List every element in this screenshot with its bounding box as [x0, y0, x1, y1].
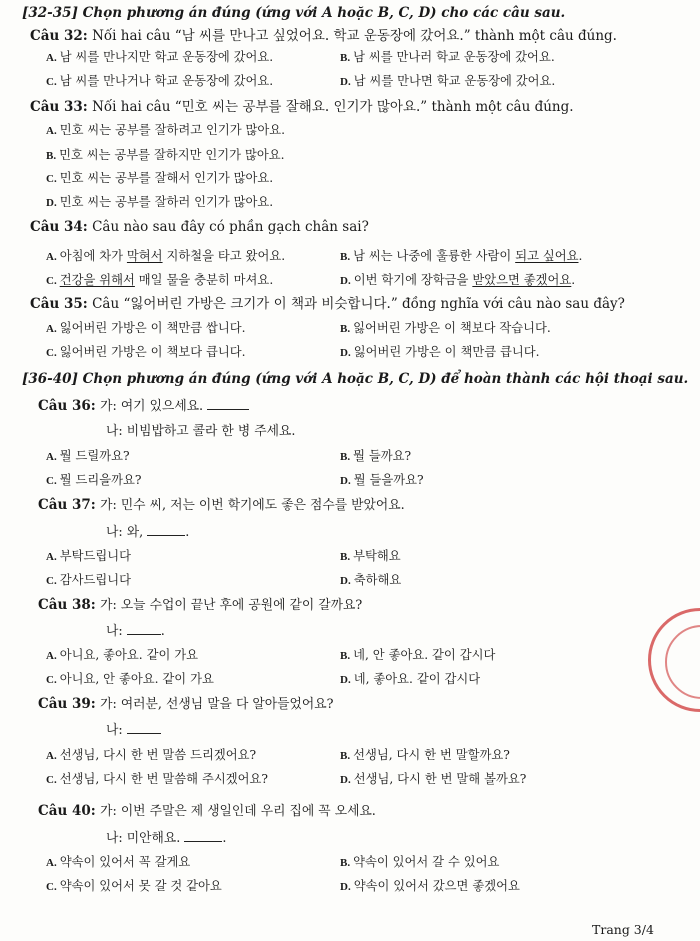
q32-option-a[interactable]: A. 남 씨를 만나지만 학교 운동장에 갔어요. [46, 50, 274, 64]
question-39-number: Câu 39: [38, 696, 96, 712]
question-40-line1: Câu 40: 가: 이번 주말은 제 생일인데 우리 집에 꼭 오세요. [38, 803, 376, 819]
q39-option-d[interactable]: D. 선생님, 다시 한 번 말해 볼까요? [340, 772, 527, 786]
q38-option-a[interactable]: A. 아니요, 좋아요. 같이 가요 [46, 648, 199, 662]
q37-option-c[interactable]: C. 감사드립니다 [46, 573, 131, 587]
q40-option-a[interactable]: A. 약속이 있어서 꼭 갈게요 [46, 855, 191, 869]
q35-option-b[interactable]: B. 잃어버린 가방은 이 책보다 작습니다. [340, 321, 551, 335]
question-37-number: Câu 37: [38, 497, 96, 513]
q39-answer-blank [127, 721, 161, 734]
question-40-line2: 나: 미안해요. . [106, 831, 227, 846]
q36-option-d[interactable]: D. 뭘 들을까요? [340, 473, 424, 487]
question-40-number: Câu 40: [38, 803, 96, 819]
q40-answer-blank [184, 829, 222, 842]
question-35-text: Câu “잃어버린 가방은 크기가 이 책과 비슷합니다.” đồng nghĩa với câu nào sau đây? [92, 296, 625, 312]
q32-option-c[interactable]: C. 남 씨를 만나거나 학교 운동장에 갔어요. [46, 74, 274, 88]
question-32-number: Câu 32: [30, 28, 88, 44]
question-35-prompt [30, 292, 625, 312]
q37-option-b[interactable]: B. 부탁해요 [340, 549, 401, 563]
official-seal-stamp [648, 608, 700, 712]
q37-option-d[interactable]: D. 축하해요 [340, 573, 402, 587]
q34-option-d[interactable]: D. 이번 학기에 장학금을 받았으면 좋겠어요. [340, 273, 576, 287]
question-33-number: Câu 33: [30, 99, 88, 115]
q38-option-b[interactable]: B. 네, 안 좋아요. 같이 갑시다 [340, 648, 496, 662]
q34-b-underlined: 되고 싶어요 [515, 249, 579, 263]
question-37-line1: Câu 37: 가: 민수 씨, 저는 이번 학기에도 좋은 점수를 받았어요. [38, 497, 405, 513]
q40-option-c[interactable]: C. 약속이 있어서 못 갈 것 같아요 [46, 879, 222, 893]
q34-option-b[interactable]: B. 남 씨는 나중에 훌륭한 사람이 되고 싶어요. [340, 249, 583, 263]
section-header-32-35: [32-35] Chọn phương án đúng (ứng với A hoặc B, C, D) cho các câu sau. [22, 5, 566, 21]
q32-option-d[interactable]: D. 남 씨를 만나면 학교 운동장에 갔어요. [340, 74, 556, 88]
q33-option-a[interactable]: A. 민호 씨는 공부를 잘하려고 인기가 많아요. [46, 123, 286, 137]
question-32-text: Nối hai câu “남 씨를 만나고 싶었어요. 학교 운동장에 갔어요.” thành một câu đúng. [92, 28, 617, 44]
q39-option-c[interactable]: C. 선생님, 다시 한 번 말씀해 주시겠어요? [46, 772, 268, 786]
q36-answer-blank [207, 397, 249, 410]
q34-option-c[interactable]: C. 건강을 위해서 매일 물을 충분히 마셔요. [46, 273, 274, 287]
q33-option-c[interactable]: C. 민호 씨는 공부를 잘해서 인기가 많아요. [46, 171, 274, 185]
question-33-text: Nối hai câu “민호 씨는 공부를 잘해요. 인기가 많아요.” thành một câu đúng. [92, 99, 574, 115]
q34-a-underlined: 막혀서 [126, 249, 163, 263]
q40-option-d[interactable]: D. 약속이 있어서 갔으면 좋겠어요 [340, 879, 520, 893]
q35-option-a[interactable]: A. 잃어버린 가방은 이 책만큼 쌉니다. [46, 321, 246, 335]
q32-option-b[interactable]: B. 남 씨를 만나러 학교 운동장에 갔어요. [340, 50, 555, 64]
q34-d-underlined: 받았으면 좋겠어요 [472, 273, 572, 287]
question-36-line2: 나: 비빔밥하고 콜라 한 병 주세요. [106, 424, 296, 439]
question-34-text: Câu nào sau đây có phần gạch chân sai? [92, 219, 369, 235]
question-35-number: Câu 35: [30, 296, 88, 312]
q39-option-a[interactable]: A. 선생님, 다시 한 번 말씀 드리겠어요? [46, 748, 257, 762]
q38-option-c[interactable]: C. 아니요, 안 좋아요. 같이 가요 [46, 672, 214, 686]
question-37-line2: 나: 와, . [106, 525, 190, 540]
q37-answer-blank [147, 523, 185, 536]
question-32-prompt [30, 24, 617, 44]
question-36-number: Câu 36: [38, 398, 96, 414]
question-36-line1: Câu 36: 가: 여기 있으세요. [38, 395, 249, 414]
q34-option-a[interactable]: A. 아침에 차가 막혀서 지하철을 타고 왔어요. [46, 249, 286, 263]
q33-option-d[interactable]: D. 민호 씨는 공부를 잘하러 인기가 많아요. [46, 195, 274, 209]
q38-answer-blank [127, 622, 161, 635]
official-seal-inner-ring [665, 625, 700, 699]
q34-c-underlined: 건강을 위해서 [59, 273, 135, 287]
question-38-line2: 나: . [106, 624, 165, 639]
q35-option-d[interactable]: D. 잃어버린 가방은 이 책만큼 큽니다. [340, 345, 540, 359]
q36-option-a[interactable]: A. 뭘 드릴까요? [46, 449, 130, 463]
question-38-number: Câu 38: [38, 597, 96, 613]
question-34-prompt [30, 219, 369, 235]
question-34-number: Câu 34: [30, 219, 88, 235]
question-39-line1: Câu 39: 가: 여러분, 선생님 말을 다 알아들었어요? [38, 696, 334, 712]
question-39-line2: 나: [106, 719, 161, 738]
q37-option-a[interactable]: A. 부탁드립니다 [46, 549, 131, 563]
section-header-36-40: [36-40] Chọn phương án đúng (ứng với A hoặc B, C, D) để hoàn thành các hội thoại sau. [22, 371, 689, 387]
q39-option-b[interactable]: B. 선생님, 다시 한 번 말할까요? [340, 748, 510, 762]
q40-option-b[interactable]: B. 약속이 있어서 갈 수 있어요 [340, 855, 500, 869]
q35-option-c[interactable]: C. 잃어버린 가방은 이 책보다 큽니다. [46, 345, 246, 359]
q36-option-b[interactable]: B. 뭘 들까요? [340, 449, 412, 463]
q36-option-c[interactable]: C. 뭘 드리을까요? [46, 473, 142, 487]
question-38-line1: Câu 38: 가: 오늘 수업이 끝난 후에 공원에 같이 갈까요? [38, 597, 363, 613]
question-33-prompt [30, 95, 574, 115]
page-number: Trang 3/4 [592, 922, 654, 937]
q38-option-d[interactable]: D. 네, 좋아요. 같이 갑시다 [340, 672, 481, 686]
q33-option-b[interactable]: B. 민호 씨는 공부를 잘하지만 인기가 많아요. [46, 148, 285, 162]
